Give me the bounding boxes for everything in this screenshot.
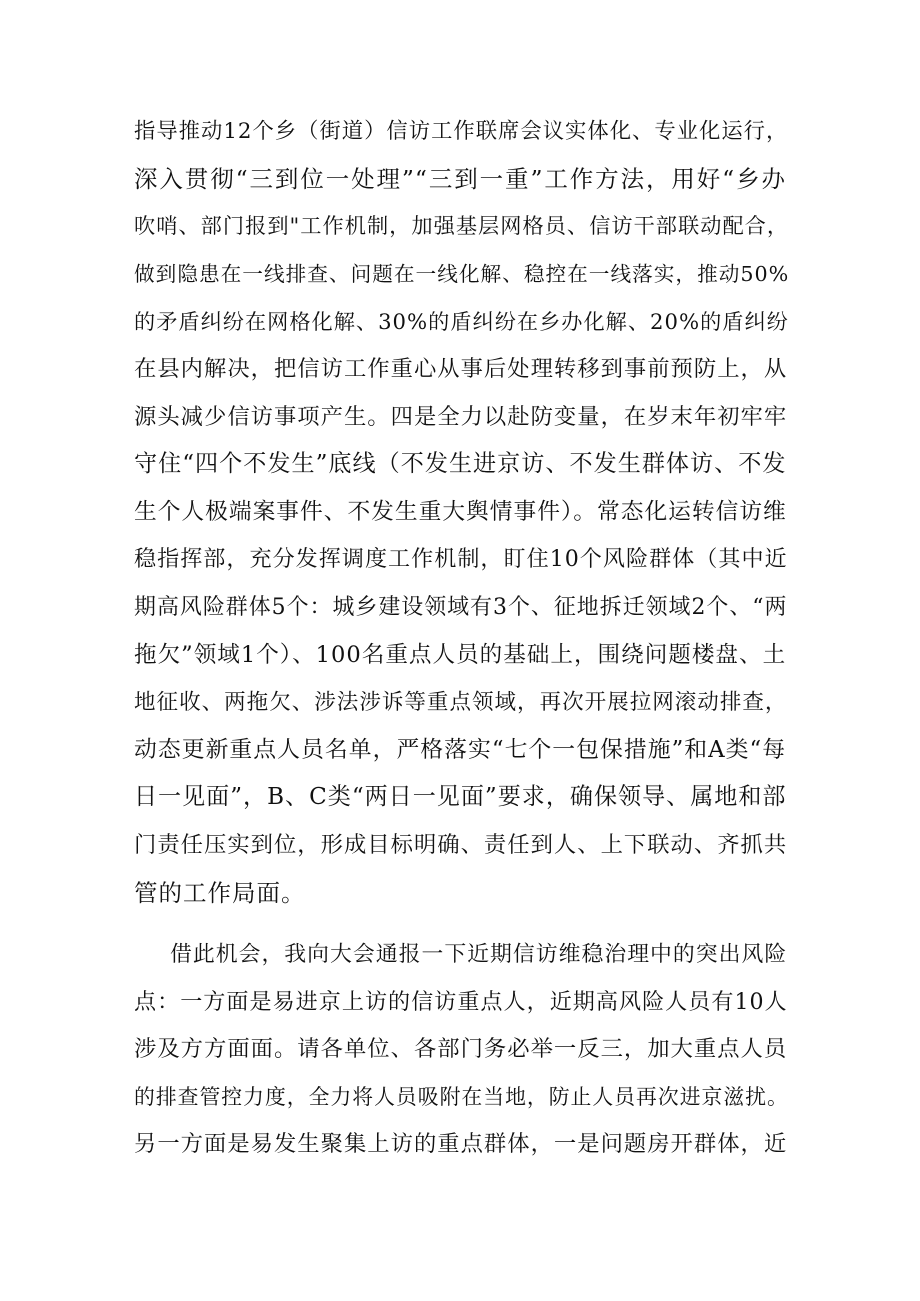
paragraph-line: 守住“四个不发生”底线（不发生进京访、不发生群体访、不发 — [134, 451, 787, 478]
paragraph-line: 稳指挥部，充分发挥调度工作机制，盯住10个风险群体（其中近 — [134, 546, 788, 573]
paragraph-line: 日一见面”，B、C类“两日一见面”要求，确保领导、属地和部 — [134, 784, 787, 811]
paragraph-line: 在县内解决，把信访工作重心从事后处理转移到事前预防上，从 — [134, 355, 788, 382]
paragraph-2 — [134, 931, 789, 1169]
paragraph-line: 期高风险群体5个：城乡建设领域有3个、征地拆迁领域2个、“两 — [134, 594, 788, 620]
paragraph-line: 借此机会，我向大会通报一下近期信访维稳治理中的突出风险 — [170, 942, 788, 968]
paragraph-line: 吹哨、部门报到"工作机制，加强基层网格员、信访干部联动配合， — [134, 214, 790, 240]
paragraph-line: 拖欠”领域1个）、100名重点人员的基础上，围绕问题楼盘、土 — [134, 641, 787, 668]
paragraph-line: 地征收、两拖欠、涉法涉诉等重点领域，再次开展拉网滚动排查， — [134, 690, 788, 716]
paragraph-line: 点：一方面是易进京上访的信访重点人，近期高风险人员有10人 — [134, 988, 788, 1015]
paragraph-line: 做到隐患在一线排查、问题在一线化解、稳控在一线落实，推动50% — [134, 261, 790, 286]
paragraph-line: 另一方面是易发生聚集上访的重点群体，一是问题房开群体，近 — [134, 1131, 788, 1158]
paragraph-line: 深入贯彻“三到位一处理”“三到一重”工作方法，用好“乡办 — [134, 164, 786, 193]
paragraph-line: 生个人极端案事件、不发生重大舆情事件）。常态化运转信访维 — [134, 498, 787, 525]
document-body — [134, 108, 790, 1169]
paragraph-line: 动态更新重点人员名单，严格落实“七个一包保措施”和A类“每 — [134, 736, 787, 763]
paragraph-1 — [134, 108, 790, 917]
paragraph-line: 源头减少信访事项产生。四是全力以赴防变量，在岁末年初牢牢 — [134, 403, 788, 430]
paragraph-line: 指导推动12个乡（街道）信访工作联席会议实体化、专业化运行， — [134, 119, 789, 144]
paragraph-line: 管的工作局面。 — [134, 878, 306, 907]
paragraph-line: 的矛盾纠纷在网格化解、30%的盾纠纷在乡办化解、20%的盾纠纷 — [134, 309, 789, 335]
paragraph-line: 的排查管控力度，全力将人员吸附在当地，防止人员再次进京滋扰。 — [134, 1084, 789, 1109]
paragraph-line: 门责任压实到位，形成目标明确、责任到人、上下联动、齐抓共 — [134, 831, 788, 858]
paragraph-gap — [134, 917, 786, 931]
paragraph-line: 涉及方方面面。请各单位、各部门务必举一反三，加大重点人员 — [134, 1036, 788, 1063]
